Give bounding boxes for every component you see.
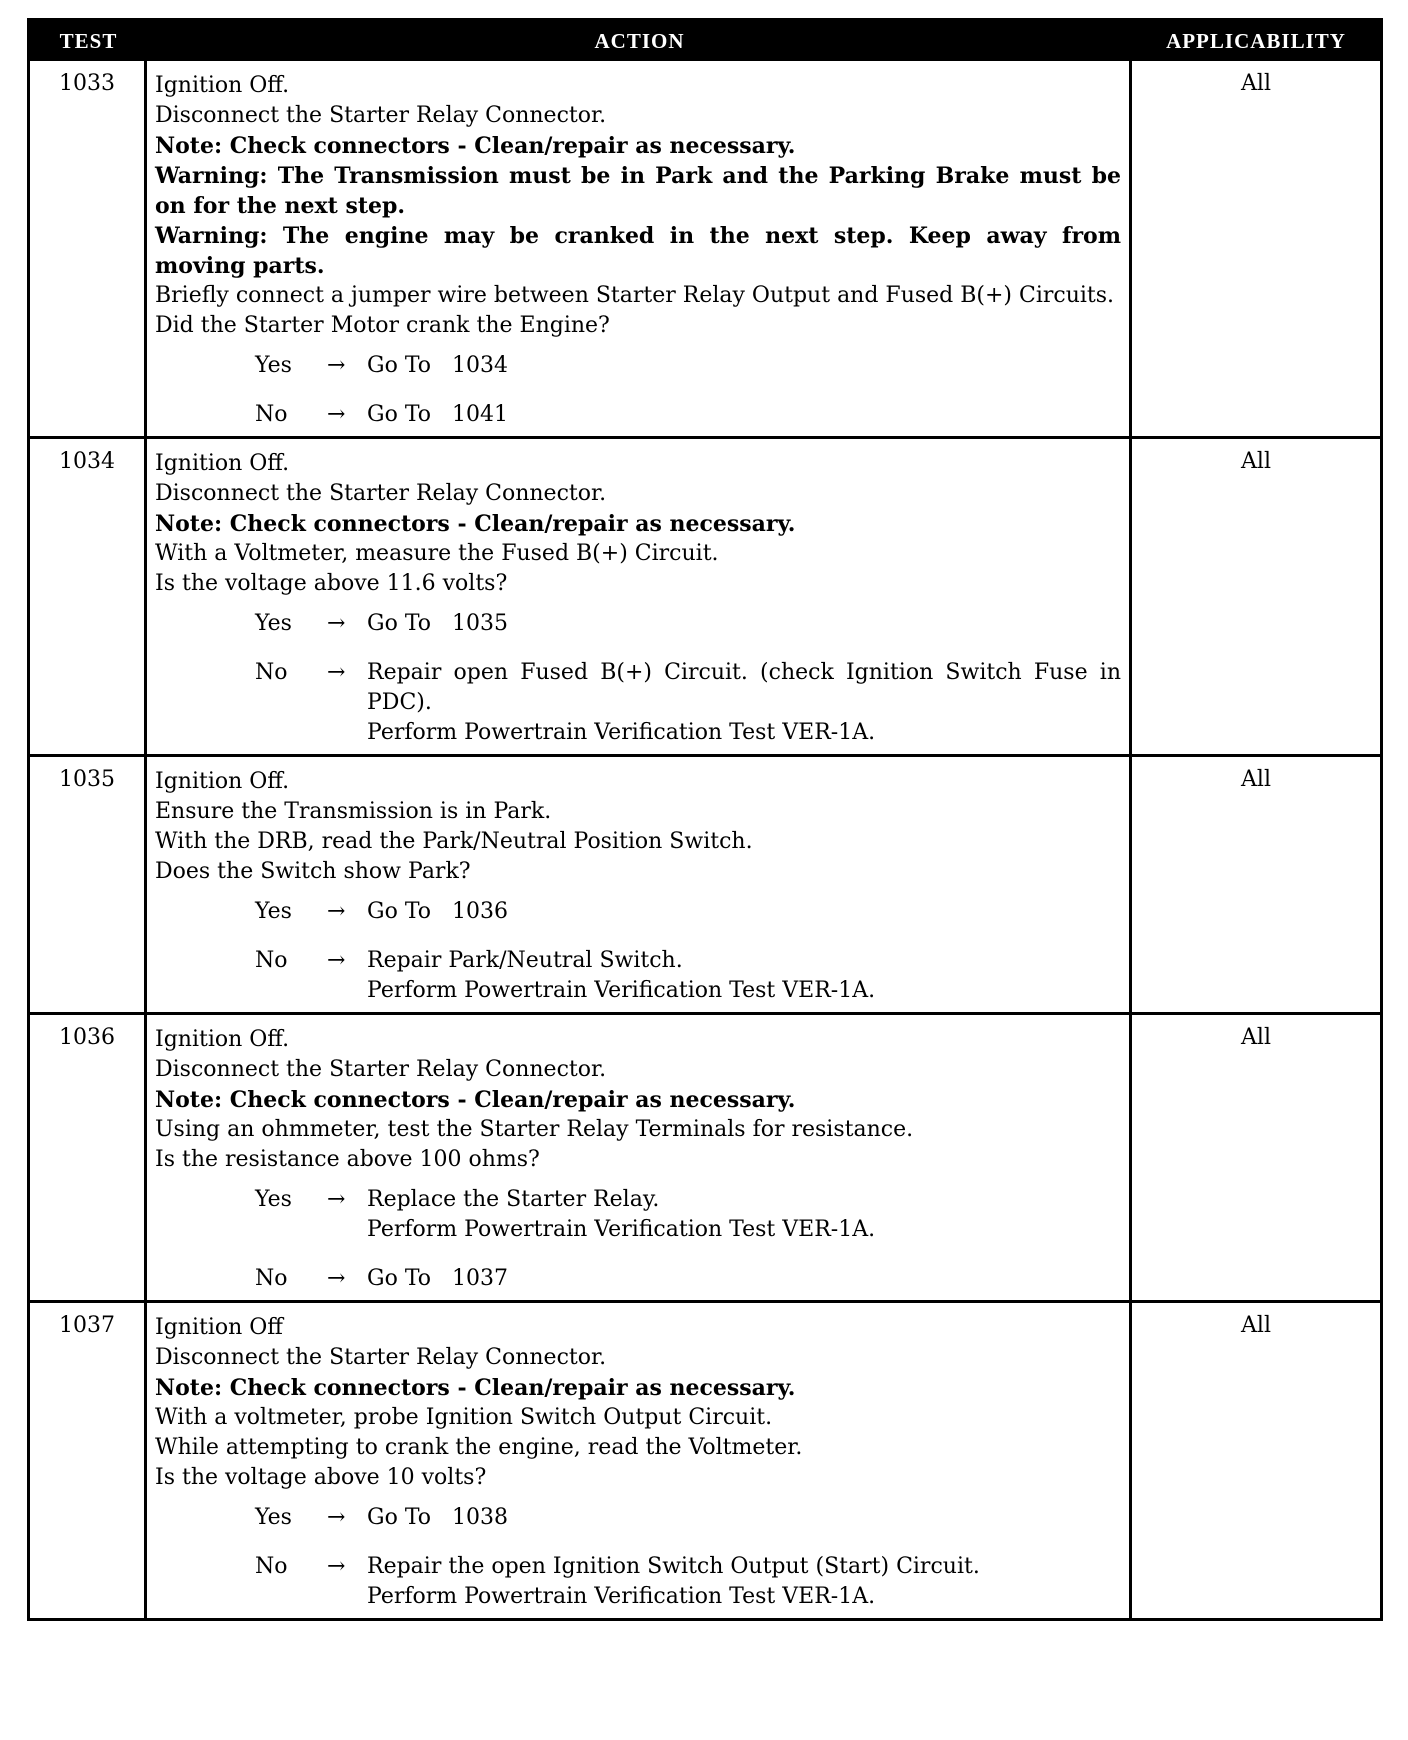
result-line: Replace the Starter Relay. (367, 1187, 660, 1212)
action-step: Ignition Off. (155, 1027, 290, 1052)
result-line: Perform Powertrain Verification Test VER-1A. (367, 1584, 876, 1609)
applicability-cell: All (1241, 1313, 1271, 1338)
arrow-icon: → (327, 353, 346, 378)
answer-no (155, 1552, 1121, 1612)
action-cell (147, 439, 1132, 754)
action-cell (147, 1015, 1132, 1300)
result-line: Repair open Fused B(+) Circuit. (check Ignition Switch Fuse in PDC). (367, 660, 1128, 715)
result-line: Go To 1034 (367, 353, 508, 378)
answer-result (367, 609, 1121, 639)
answer-result (367, 1264, 1121, 1294)
test-number: 1033 (30, 61, 147, 436)
action-step: Does the Switch show Park? (155, 859, 471, 884)
result-line: Perform Powertrain Verification Test VER-1A. (367, 720, 876, 745)
answer-label: Yes (255, 353, 292, 378)
action-step: Disconnect the Starter Relay Connector. (155, 1345, 607, 1370)
arrow-icon: → (327, 948, 346, 973)
answer-no (155, 1264, 1121, 1294)
action-step: With a Voltmeter, measure the Fused B(+) Circuit. (155, 541, 719, 566)
result-line: Repair the open Ignition Switch Output (Start) Circuit. (367, 1554, 980, 1579)
answer-yes (155, 897, 1121, 927)
arrow-icon: → (327, 899, 346, 924)
result-line: Go To 1037 (367, 1266, 508, 1291)
table-row (30, 436, 1380, 754)
action-step: Ignition Off. (155, 769, 290, 794)
arrow-icon: → (327, 1266, 346, 1291)
answer-label: Yes (255, 899, 292, 924)
action-cell (147, 61, 1132, 436)
action-step: With the DRB, read the Park/Neutral Position Switch. (155, 829, 753, 854)
answer-result (367, 400, 1121, 430)
arrow-icon: → (327, 402, 346, 427)
result-line: Go To 1035 (367, 611, 508, 636)
table-row (30, 1012, 1380, 1300)
answer-result (367, 1503, 1121, 1533)
answer-no (155, 946, 1121, 1006)
action-step: Ignition Off (155, 1315, 283, 1340)
table-row (30, 1300, 1380, 1618)
arrow-icon: → (327, 660, 346, 685)
result-line: Perform Powertrain Verification Test VER-1A. (367, 1217, 876, 1242)
diagnostic-table (27, 18, 1383, 1621)
action-step: With a voltmeter, probe Ignition Switch Output Circuit. (155, 1405, 773, 1430)
answer-label: No (255, 1266, 288, 1291)
action-step: Is the resistance above 100 ohms? (155, 1147, 540, 1172)
answer-result (367, 946, 1121, 1006)
answer-list (155, 351, 1121, 430)
answer-label: No (255, 948, 288, 973)
action-step: While attempting to crank the engine, read the Voltmeter. (155, 1435, 803, 1460)
action-note: Note: Check connectors - Clean/repair as necessary. (155, 511, 796, 537)
answer-label: No (255, 660, 288, 685)
answer-list (155, 1503, 1121, 1612)
header-applicability: APPLICABILITY (1166, 28, 1346, 53)
answer-result (367, 658, 1128, 748)
answer-label: Yes (255, 1505, 292, 1530)
table-header (30, 21, 1380, 61)
action-step: Using an ohmmeter, test the Starter Relay Terminals for resistance. (155, 1117, 914, 1142)
answer-yes (155, 1185, 1121, 1245)
action-step: Did the Starter Motor crank the Engine? (155, 313, 610, 338)
answer-label: No (255, 1554, 288, 1579)
arrow-icon: → (327, 1505, 346, 1530)
action-note: Note: Check connectors - Clean/repair as necessary. (155, 1375, 796, 1401)
header-test: TEST (59, 28, 118, 53)
table-row (30, 754, 1380, 1012)
action-note: Warning: The Transmission must be in Park and the Parking Brake must be on for the next step. (155, 163, 1121, 219)
result-line: Perform Powertrain Verification Test VER-1A. (367, 978, 876, 1003)
table-row (30, 61, 1380, 436)
action-step: Ignition Off. (155, 73, 290, 98)
answer-result (367, 351, 1121, 381)
arrow-icon: → (327, 1187, 346, 1212)
arrow-icon: → (327, 611, 346, 636)
result-line: Go To 1041 (367, 402, 508, 427)
answer-result (367, 1552, 1121, 1612)
answer-yes (155, 609, 1121, 639)
answer-yes (155, 351, 1121, 381)
applicability-cell: All (1241, 449, 1271, 474)
answer-yes (155, 1503, 1121, 1533)
table-body (30, 61, 1380, 1618)
answer-label: Yes (255, 1187, 292, 1212)
answer-list (155, 1185, 1121, 1294)
test-number: 1037 (30, 1303, 147, 1618)
test-number: 1034 (30, 439, 147, 754)
action-step: Ensure the Transmission is in Park. (155, 799, 552, 824)
action-step: Disconnect the Starter Relay Connector. (155, 1057, 607, 1082)
action-step: Is the voltage above 11.6 volts? (155, 571, 508, 596)
applicability-cell: All (1241, 767, 1271, 792)
answer-label: Yes (255, 611, 292, 636)
applicability-cell: All (1241, 71, 1271, 96)
result-line: Repair Park/Neutral Switch. (367, 948, 683, 973)
result-line: Go To 1036 (367, 899, 508, 924)
header-action: ACTION (594, 28, 685, 53)
answer-list (155, 897, 1121, 1006)
result-line: Go To 1038 (367, 1505, 508, 1530)
answer-list (155, 609, 1128, 748)
answer-result (367, 1185, 1121, 1245)
action-cell (147, 1303, 1132, 1618)
applicability-cell: All (1241, 1025, 1271, 1050)
answer-no (155, 400, 1121, 430)
test-number: 1036 (30, 1015, 147, 1300)
test-number: 1035 (30, 757, 147, 1012)
action-cell (147, 757, 1132, 1012)
action-step: Ignition Off. (155, 451, 290, 476)
action-step: Disconnect the Starter Relay Connector. (155, 103, 607, 128)
answer-label: No (255, 402, 288, 427)
answer-no (155, 658, 1128, 748)
answer-result (367, 897, 1121, 927)
action-note: Note: Check connectors - Clean/repair as necessary. (155, 1087, 796, 1113)
action-step: Disconnect the Starter Relay Connector. (155, 481, 607, 506)
action-step: Briefly connect a jumper wire between Starter Relay Output and Fused B(+) Circuits. (155, 283, 1115, 308)
action-note: Warning: The engine may be cranked in the next step. Keep away from moving parts. (155, 223, 1121, 279)
action-note: Note: Check connectors - Clean/repair as necessary. (155, 133, 796, 159)
arrow-icon: → (327, 1554, 346, 1579)
action-step: Is the voltage above 10 volts? (155, 1465, 487, 1490)
